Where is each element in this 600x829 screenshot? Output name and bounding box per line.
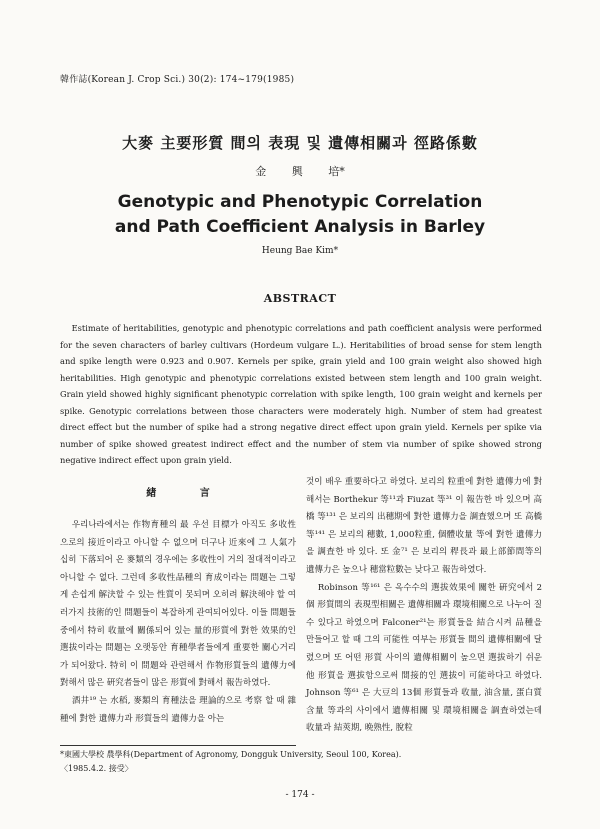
english-author: Heung Bae Kim* bbox=[261, 246, 339, 256]
footnote-divider bbox=[60, 745, 296, 746]
abstract-text: Estimate of heritabilities, genotypic and phenotypic correlations and path coefficient analysis were performed for the seven characters of barley cultivars (Hordeum vulgare L.). Heritabilities of broad sense for stem length and spike length were 0.923 and 0.907. Kernels per spike, grain yield and 100 grain weight also showed high heritabilities. High genotypic and phenotypic correlations existed between stem length and 100 grain weight. Grain yield showed highly significant phenotypic correlation with spike length, 100 grain weight and kernels per spike. Genotypic correlations between those characters were moderately high. Number of stem had greatest direct effect but the number of spike had a strong negative direct effect upon grain yield. Kernels per spike via number of spike showed greatest indirect effect and the number of stem via number of spike showed strong negative indirect effect upon grain yield. bbox=[60, 323, 542, 465]
korean-title: 大麥 主要形質 間의 表現 및 遺傳相關과 徑路係數 bbox=[122, 134, 478, 152]
english-title-line-2: and Path Coefficient Analysis in Barley bbox=[114, 217, 486, 237]
english-title bbox=[0, 190, 600, 240]
left-paragraph-1: 우리나라에서는 作物育種의 最 우선 目標가 아직도 多收性으로의 接近이라고 아니할 수 없으며 더구나 近來에 그 人氣가 십히 下落되어 온 麥類의 경우에는 多收性이 거의 절대적이라고 아니할 수 없다. 그런데 多收性品種의 育成이라는 問題는 그렇게 손쉽게 解決할 수 있는 性質이 못되며 오히려 解決해야 할 여러가지 技術的인 問題들이 복잡하게 관여되어있다. 이들 問題들 중에서 特히 收量에 關係되어 있는 量的形質에 對한 效果的인 選拔이라는 問題는 오랫동안 育種學者들에게 重要한 關心거리가 되어왔다. 特히 이 問題와 관련해서 作物形質들의 遺傳力에 對해서 많은 硏究者들이 많은 形質에 對해서 報告하였다. bbox=[60, 520, 296, 689]
right-paragraph-1: 것이 배우 重要하다고 하였다. 보리의 粒重에 對한 遺傳力에 對해서는 Borthekur 等¹¹과 Fiuzat 等³¹ 이 報告한 바 있으며 高橋 等¹³¹ 은 보리의 出穗期에 對한 遺傳力을 調査했으며 또 高橋 等¹⁴¹ 은 보리의 穗數, 1,000粒重, 個體收量 等에 對한 遺傳力을 調査한 바 있다. 또 金⁷¹ 은 보리의 稈長과 最上部節間等의 遺傳力은 높으나 穗當粒數는 낮다고 報告하였다. bbox=[306, 477, 542, 575]
right-paragraph-2: Robinson 等¹⁶¹ 은 옥수수의 選拔效果에 關한 硏究에서 2個 形質間의 表現型相關은 遺傳相關과 環境相關으로 나누어 질 수 있다고 하였으며 Falconer²¹는 形質들을 結合시켜 品種을 만들어고 할 때 그의 可能性 여부는 形質들 間의 遺傳相關에 달렸으며 또 어떤 形質 사이의 遺傳相關이 높으면 選拔하기 쉬운 他 形質을 選拔함으로써 間接的인 選拔이 可能하다고 하였다. Johnson 等⁶¹ 은 大豆의 13個 形質들과 收量, 油含量, 蛋白質含量 等과의 사이에서 遺傳相關 및 環境相關을 調査하였는데 收量과 結莢期, 晩熟性, 脫粒 bbox=[306, 582, 542, 734]
footnote-affiliation: *東國大學校 農學科(Department of Agronomy, Dongguk University, Seoul 100, Korea). bbox=[60, 750, 402, 759]
journal-reference: 韓作誌(Korean J. Crop Sci.) 30(2): 174~179(1985) bbox=[60, 75, 295, 85]
page-number: - 174 - bbox=[285, 790, 315, 800]
section-heading-introduction: 緖 言 bbox=[146, 488, 210, 499]
korean-author: 金 興 培* bbox=[255, 165, 345, 178]
left-paragraph-2: 酒井¹⁹ 는 水稻, 麥類의 育種法을 理論的으로 考察 할 때 雜種에 對한 遺傳力과 形質들의 遺傳力을 아는 bbox=[60, 695, 296, 724]
right-column bbox=[306, 474, 542, 738]
english-title-line-1: Genotypic and Phenotypic Correlation bbox=[117, 192, 483, 212]
footnote bbox=[60, 748, 542, 776]
abstract-heading: ABSTRACT bbox=[263, 292, 337, 305]
left-column bbox=[60, 517, 296, 728]
footnote-received-date: 〈1985.4.2. 接受〉 bbox=[60, 764, 133, 773]
